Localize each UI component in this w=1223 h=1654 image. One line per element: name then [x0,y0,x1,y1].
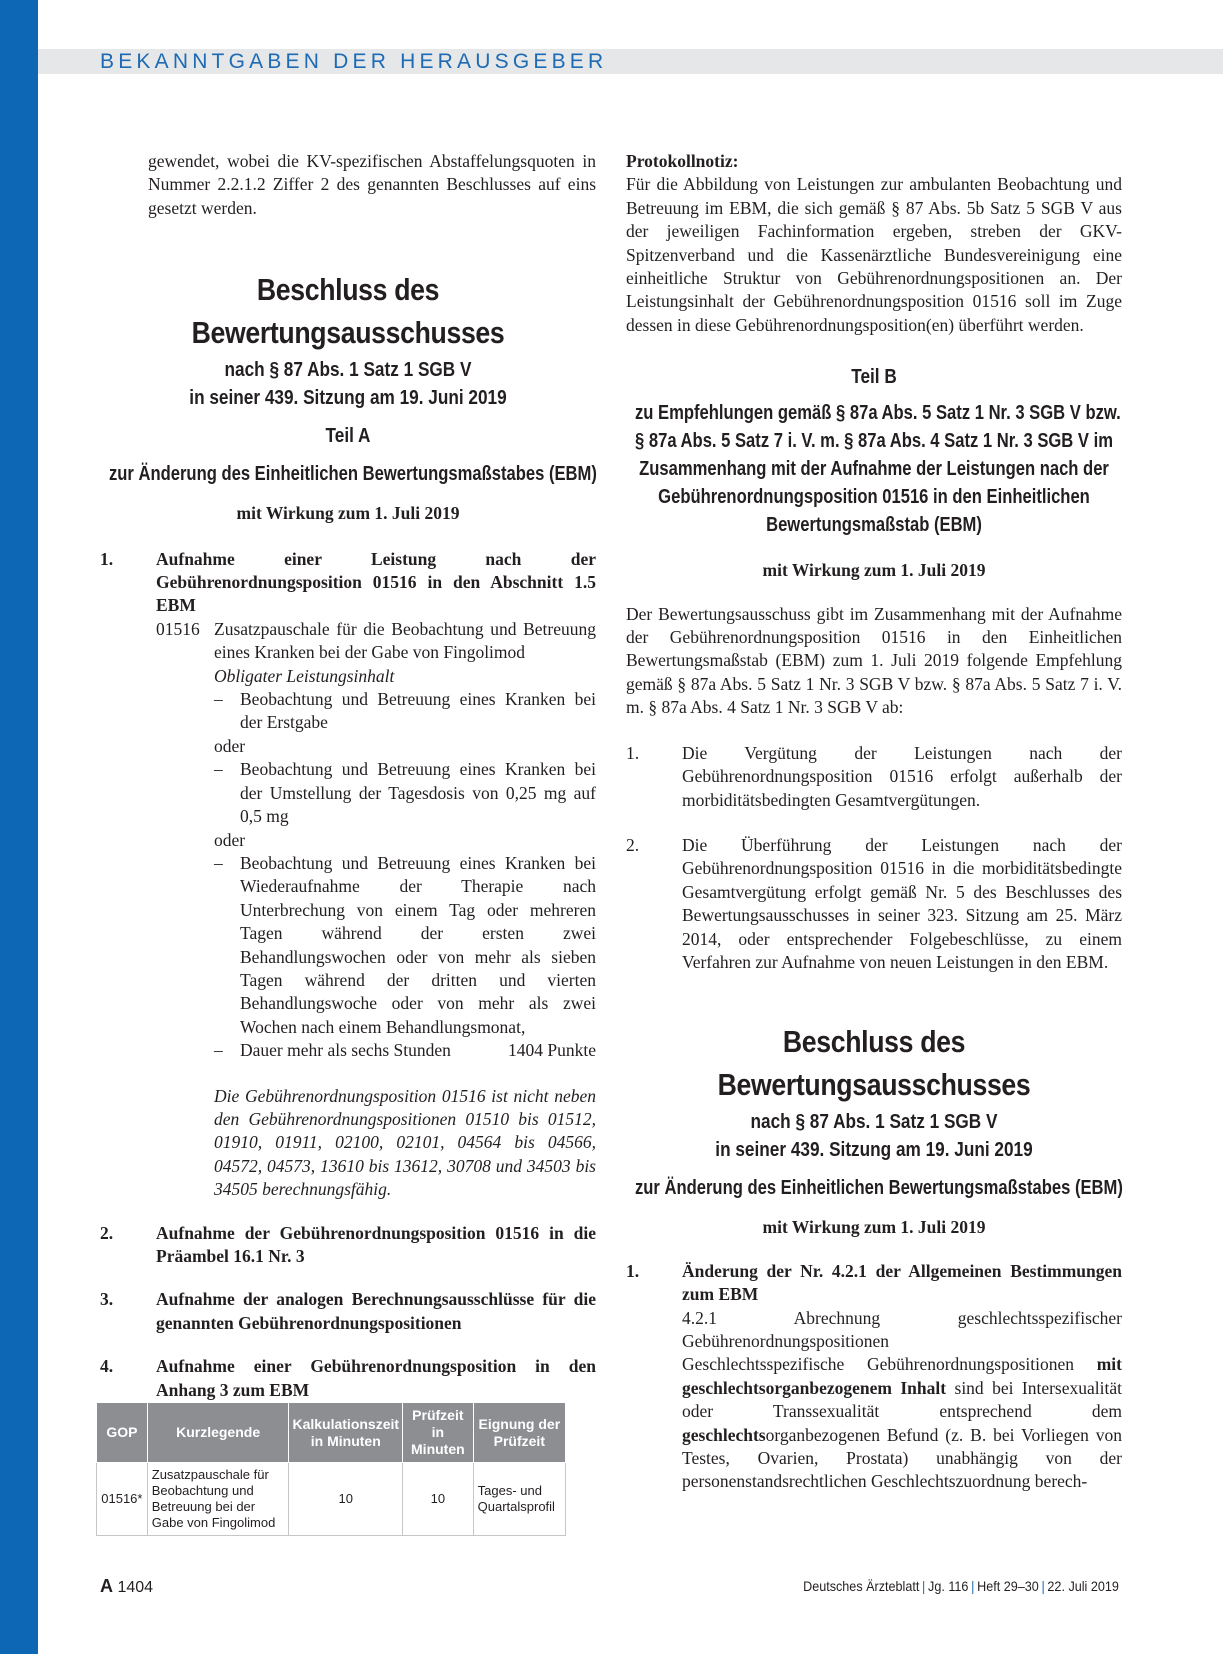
or-connector: oder [214,735,246,756]
page-number-value: 1404 [117,1579,154,1596]
part-b-title-line2: § 87a Abs. 5 Satz 7 i. V. m. § 87a Abs. 4 Satz 1 Nr. 3 SGB V im [635,430,1113,453]
journal-citation [803,1578,1119,1594]
amendment-heading: zur Änderung des Einheitlichen Bewertungsmaßstabes (EBM) [108,463,597,486]
issue-date: 22. Juli 2019 [1047,1578,1119,1594]
points-value: 1404 Punkte [508,1040,596,1061]
separator: | [971,1578,975,1594]
part-b-title-line5: Bewertungsmaßstab (EBM) [766,514,982,537]
dash-text: Beobachtung und Betreuung eines Kranken bei der Erstgabe [240,689,596,733]
page-number [100,1576,153,1597]
resolution-subtitle-line2: in seiner 439. Sitzung am 19. Juni 2019 [189,387,507,410]
gop-body [214,618,596,1202]
resolution-subtitle-line1: nach § 87 Abs. 1 Satz 1 SGB V [750,1111,998,1134]
dash-text: Beobachtung und Betreuung eines Kranken bei Wiederaufnahme der Therapie nach Unterbrechung von einem Tag oder mehreren Tagen während der ersten zwei Behandlungswochen oder von mehr als sieben Tagen während der dritten und vierten Behandlungswoche oder von mehr als zwei Wochen nach einem Behandlungsmonat, [240,852,596,1037]
resolution-title-line2: Bewertungsausschusses [717,1067,1031,1103]
gop-description: Zusatzpauschale für die Beobachtung und Betreuung eines Kranken bei der Gabe von Fingolimod [214,618,596,663]
effective-date: mit Wirkung zum 1. Juli 2019 [762,1217,986,1238]
effective-date: mit Wirkung zum 1. Juli 2019 [236,503,460,524]
part-b-title-line4: Gebührenordnungsposition 01516 in den Einheitlichen [658,486,1090,509]
obligatory-content-label: Obligater Leistungsinhalt [214,665,395,686]
list-number: 4. [100,1356,114,1377]
list-item-1 [100,548,596,618]
recommendation-intro: Der Bewertungsausschuss gibt im Zusammenhang mit der Aufnahme der Gebührenordnungsposition 01516 in den Einheitlichen Bewertungsmaßstab (EBM) zum 1. Juli 2019 folgende Empfehlung gemäß § 87a Abs. 5 Satz 1 Nr. 3 SGB V bzw. § 87a Abs. 5 Satz 7 i. V. m. § 87a Abs. 4 Satz 1 Nr. 3 SGB V ab: [626,603,1122,718]
intro-paragraph: gewendet, wobei die KV-spezifischen Abstaffelungsquoten in Nummer 2.2.1.2 Ziffer 2 des genannten Beschlusses auf eins gesetzt werden. [148,151,596,218]
dash-item-3: – Beobachtung und Betreuung eines Kranken bei Wiederaufnahme der Therapie nach Unterbrechung von einem Tag oder mehreren Tagen während der ersten zwei Behandlungswochen oder von mehr als sieben Tagen während der dritten und vierten Behandlungswoche oder von mehr als zwei Wochen nach einem Behandlungsmonat, [214,852,596,1039]
issue: Heft 29–30 [977,1578,1039,1594]
list-text: Die Überführung der Leistungen nach der Gebührenordnungsposition 01516 in die morbiditätsbedingte Gesamtvergütung erfolgt gemäß Nr. 5 des Beschlusses des Bewertungsausschusses in seiner 323. Sitzung am 25. März 2014, oder entsprechender Folgebeschlüsse, zu einem Verfahren zur Aufnahme von neuen Leistungen in den EBM. [682,834,1122,972]
table-cell: 10 [289,1463,403,1536]
part-b-title-line3: Zusammenhang mit der Aufnahme der Leistungen nach der [639,458,1109,481]
dash-item-2: – Beobachtung und Betreuung eines Kranken bei der Umstellung der Tagesdosis von 0,25 mg auf 0,5 mg [214,758,596,828]
amendment-item-1 [626,1260,1122,1307]
protocol-note-text: Für die Abbildung von Leistungen zur ambulanten Beobachtung und Betreuung im EBM, die sich gemäß § 87 Abs. 5b Satz 5 SGB V aus der jeweiligen Fachinformation ergeben, streben der GKV-Spitzenverband und die Kassenärztliche Bundesvereinigung eine einheitliche Struktur von Gebührenordnungspositionen an. Der Leistungsinhalt der Gebührenordnungsposition 01516 soll im Zuge dessen in diese Gebührenordnungsposition(en) überführt werden. [626,174,1122,335]
list-number: 2. [626,834,640,855]
resolution-title-line1: Beschluss des [256,272,440,308]
amendment-heading: zur Änderung des Einheitlichen Bewertungsmaßstabes (EBM) [634,1177,1123,1200]
recommendation-item-2 [626,834,1122,974]
resolution-title-line2: Bewertungsausschusses [191,315,505,351]
section-header: BEKANNTGABEN DER HERAUSGEBER [100,50,608,73]
effective-date: mit Wirkung zum 1. Juli 2019 [762,560,986,581]
dash-text: Beobachtung und Betreuung eines Kranken bei der Umstellung der Tagesdosis von 0,25 mg auf 0,5 mg [240,759,596,827]
list-item-2 [100,1222,596,1269]
list-number: 1. [626,1260,640,1281]
list-text: Die Vergütung der Leistungen nach der Gebührenordnungsposition 01516 erfolgt außerhalb der morbiditätsbedingten Gesamtvergütungen. [682,742,1122,810]
table-header: Eignung der Prüfzeit [473,1403,565,1463]
list-text: Änderung der Nr. 4.2.1 der Allgemeinen Bestimmungen zum EBM [682,1260,1122,1305]
paragraph-text: sind bei Intersexualität oder Transsexualität entsprechend dem [682,1377,1122,1422]
resolution-title-line1: Beschluss des [782,1024,966,1060]
table-header: GOP [97,1403,148,1463]
amendment-subheading: 4.2.1 Abrechnung geschlechtsspezifischer Gebührenordnungspositionen [682,1307,1122,1351]
resolution-subtitle-line1: nach § 87 Abs. 1 Satz 1 SGB V [224,359,472,382]
list-item-4 [100,1355,596,1402]
part-b-heading: Teil B [851,366,897,389]
page-prefix: A [100,1576,113,1596]
list-item-3 [100,1288,596,1335]
paragraph-text: organbezogenen Befund (z. B. bei Vorliegen von Testes, Ovarien, Prostata) unabhängig von der personenstandsrechtlichen Geschlechtszuordnung berech- [682,1424,1122,1492]
list-text: Aufnahme der analogen Berechnungsausschlüsse für die genannten Gebührenordnungspositionen [156,1289,596,1333]
table-header: Kurzlegende [147,1403,289,1463]
gop-entry [100,618,596,1202]
table-row [97,1463,566,1536]
table-cell: Zusatzpauschale für Beobachtung und Betreuung bei der Gabe von Fingolimod [147,1463,289,1536]
paragraph-bold: geschlechts [682,1424,766,1445]
sidebar-stripe [0,0,38,1654]
list-text: Aufnahme der Gebührenordnungsposition 01516 in die Präambel 16.1 Nr. 3 [156,1222,596,1266]
left-column [100,150,596,1536]
dash-text: Dauer mehr als sechs Stunden [240,1040,451,1061]
right-column [626,150,1122,1494]
separator: | [922,1578,926,1594]
list-number: 1. [626,742,640,763]
resolution-subtitle-line2: in seiner 439. Sitzung am 19. Juni 2019 [715,1139,1033,1162]
amendment-body [626,1307,1122,1494]
list-text: Aufnahme einer Gebührenordnungsposition in den Anhang 3 zum EBM [156,1356,596,1400]
table-cell: 10 [403,1463,474,1536]
table-header: Kalkulationszeit in Minuten [289,1403,403,1463]
table-header: Prüfzeit in Minuten [403,1403,474,1463]
list-text: Aufnahme einer Leistung nach der Gebührenordnungsposition 01516 in den Abschnitt 1.5 EBM [156,548,596,616]
table-header-row [97,1403,566,1463]
gop-code: 01516 [156,618,200,639]
volume: Jg. 116 [928,1578,969,1594]
part-a-heading: Teil A [325,425,371,448]
exclusion-note: Die Gebührenordnungsposition 01516 ist nicht neben den Gebührenordnungspositionen 01510 bis 01512, 01910, 01911, 02100, 02101, 04564 bis 04566, 04572, 04573, 13610 bis 13612, 30708 und 34503 bis 34505 berechnungsfähig. [214,1085,596,1200]
part-b-title-line1: zu Empfehlungen gemäß § 87a Abs. 5 Satz 1 Nr. 3 SGB V bzw. [634,402,1121,425]
list-number: 2. [100,1222,114,1243]
dash-item-1: – Beobachtung und Betreuung eines Kranken bei der Erstgabe [214,688,596,735]
journal-name: Deutsches Ärzteblatt [803,1578,920,1594]
appendix-table [96,1402,566,1536]
paragraph-text: Geschlechtsspezifische Gebührenordnungspositionen [682,1354,1097,1375]
paragraph-bold: mit geschlechtsorganbezogenem Inhalt [682,1354,1122,1398]
protocol-note-heading: Protokollnotiz: [626,151,739,171]
amendment-paragraph [682,1353,1122,1493]
table-cell: 01516* [97,1463,148,1536]
separator: | [1041,1578,1045,1594]
or-connector: oder [214,829,246,850]
list-number: 3. [100,1289,114,1310]
table-cell: Tages- und Quartalsprofil [473,1463,565,1536]
list-number: 1. [100,548,114,569]
recommendation-item-1 [626,742,1122,812]
dash-item-4: – Dauer mehr als sechs Stunden 1404 Punkte [214,1039,596,1062]
